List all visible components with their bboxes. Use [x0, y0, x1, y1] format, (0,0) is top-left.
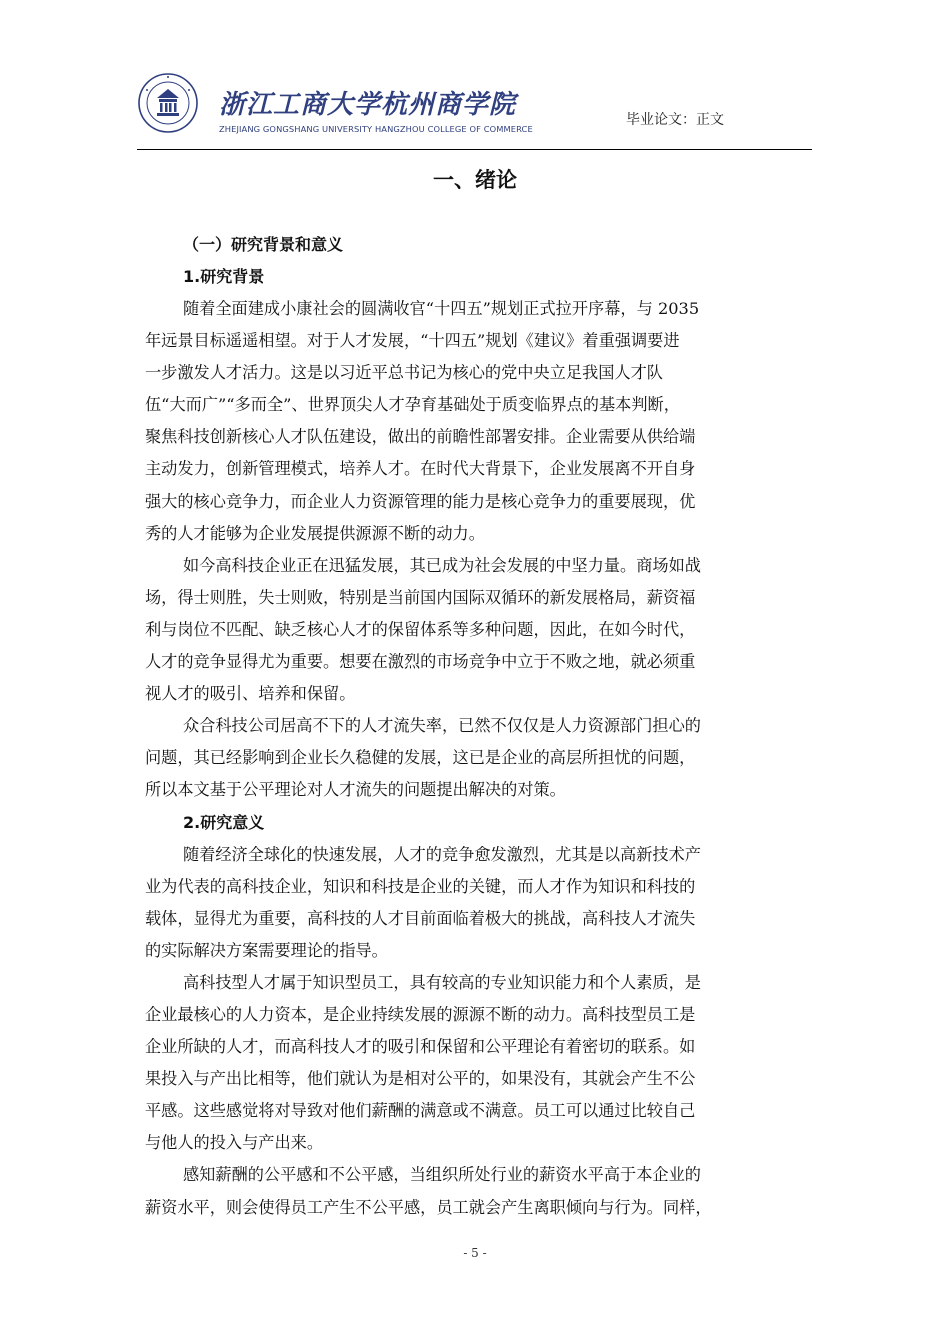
text-line: 众合科技公司居高不下的人才流失率，已然不仅仅是人力资源部门担心的	[183, 716, 701, 736]
text-line: 与他人的投入与产出来。	[145, 1133, 324, 1153]
chapter-title: 一、绪论	[433, 168, 517, 192]
text-line: 感知薪酬的公平感和不公平感，当组织所处行业的薪资水平高于本企业的	[183, 1165, 701, 1185]
paragraph	[145, 967, 817, 1160]
paragraph	[145, 710, 817, 806]
text-line: 业为代表的高科技企业，知识和科技是企业的关键，而人才作为知识和科技的	[145, 876, 696, 896]
text-line: 利与岗位不匹配、缺乏核心人才的保留体系等多种问题，因此，在如今时代，	[145, 619, 696, 639]
subsection-heading: 2.研究意义	[183, 812, 265, 832]
logo-chinese-name: 浙江工商大学杭州商学院	[219, 90, 517, 120]
paragraph	[145, 1159, 817, 1223]
text-line: 平感。这些感觉将对导致对他们薪酬的满意或不满意。员工可以通过比较自己	[145, 1101, 696, 1121]
text-line: 视人才的吸引、培养和保留。	[145, 684, 356, 704]
subsection-heading: 1.研究背景	[183, 267, 265, 286]
text-line: 聚焦科技创新核心人才队伍建设，做出的前瞻性部署安排。企业需要从供给端	[145, 427, 696, 447]
text-line: 强大的核心竞争力，而企业人力资源管理的能力是核心竞争力的重要展现，优	[145, 491, 696, 511]
text-line: 的实际解决方案需要理论的指导。	[145, 940, 388, 960]
section-heading: （一）研究背景和意义	[183, 235, 344, 254]
document-body	[145, 229, 817, 1224]
text-line: 问题，其已经影响到企业长久稳健的发展，这已是企业的高层所担忧的问题，	[145, 748, 696, 768]
text-line: 高科技型人才属于知识型员工，具有较高的专业知识能力和个人素质，是	[183, 972, 701, 992]
text-line: 所以本文基于公平理论对人才流失的问题提出解决的对策。	[145, 780, 566, 800]
text-line: 企业所缺的人才，而高科技人才的吸引和保留和公平理论有着密切的联系。如	[145, 1037, 696, 1057]
paragraph	[145, 293, 817, 550]
text-line: 秀的人才能够为企业发展提供源源不断的动力。	[145, 523, 485, 543]
text-line: 场，得士则胜，失士则败，特别是当前国内国际双循环的新发展格局，薪资福	[145, 587, 696, 607]
text-line: 果投入与产出比相等，他们就认为是相对公平的，如果没有，其就会产生不公	[145, 1069, 696, 1089]
header-section-label: 毕业论文：正文	[626, 112, 724, 128]
paragraph	[145, 550, 817, 710]
text-line: 随着经济全球化的快速发展，人才的竞争愈发激烈，尤其是以高新技术产	[183, 844, 701, 864]
text-line: 随着全面建成小康社会的圆满收官“十四五”规划正式拉开序幕，与 2035	[183, 299, 700, 318]
text-line: 年远景目标遥遥相望。对于人才发展，“十四五”规划《建议》着重强调要进	[145, 331, 680, 351]
text-line: 如今高科技企业正在迅猛发展，其已成为社会发展的中坚力量。商场如战	[183, 555, 701, 575]
text-line: 一步激发人才活力。这是以习近平总书记为核心的党中央立足我国人才队	[145, 363, 663, 383]
paragraph	[145, 839, 817, 967]
text-line: 伍“大而广”“多而全”、世界顶尖人才孕育基础处于质变临界点的基本判断，	[145, 395, 680, 415]
text-line: 企业最核心的人力资本，是企业持续发展的源源不断的动力。高科技型员工是	[145, 1004, 696, 1024]
university-logo	[219, 84, 533, 134]
text-line: 人才的竞争显得尤为重要。想要在激烈的市场竞争中立于不败之地，就必须重	[145, 652, 696, 672]
logo-english-name: ZHEJIANG GONGSHANG UNIVERSITY HANGZHOU COLLEGE OF COMMERCE	[219, 124, 533, 134]
text-line: 主动发力，创新管理模式，培养人才。在时代大背景下，企业发展离不开自身	[145, 459, 696, 479]
header-divider	[137, 149, 812, 150]
page-number: - 5 -	[463, 1246, 487, 1260]
page-header	[137, 62, 812, 150]
university-seal-icon	[137, 72, 199, 134]
text-line: 载体，显得尤为重要，高科技的人才目前面临着极大的挑战，高科技人才流失	[145, 908, 696, 928]
text-line: 薪资水平，则会使得员工产生不公平感，员工就会产生离职倾向与行为。同样，	[145, 1197, 712, 1217]
